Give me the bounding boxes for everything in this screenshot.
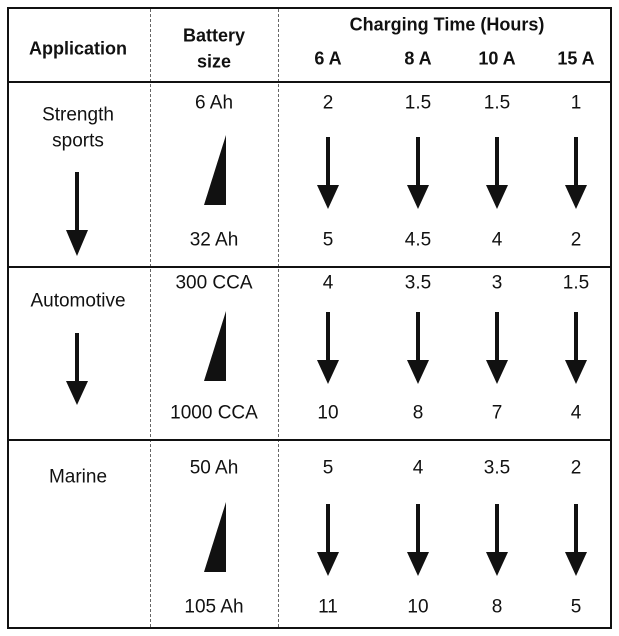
header-current-10a: 10 A [478, 48, 516, 69]
header-battery-size-line2: size [196, 51, 232, 72]
increasing-wedge-icon [202, 135, 228, 205]
time-max-8a: 10 [407, 596, 429, 618]
header-battery-size-line1: Battery [182, 25, 246, 46]
time-max-10a: 7 [491, 402, 503, 424]
size-min: 6 Ah [194, 92, 234, 114]
size-max: 1000 CCA [170, 402, 258, 424]
header-current-6a: 6 A [314, 48, 342, 69]
size-min: 50 Ah [189, 457, 239, 479]
time-min-6a: 4 [322, 272, 334, 294]
down-arrow-icon [562, 312, 590, 384]
down-arrow-icon [314, 137, 342, 209]
time-max-6a: 10 [317, 402, 339, 424]
time-min-8a: 4 [412, 457, 424, 479]
size-max: 32 Ah [189, 229, 239, 251]
application-strength-line1: Strength [42, 104, 114, 126]
charging-time-table [7, 7, 612, 629]
down-arrow-icon [63, 172, 91, 256]
size-max: 105 Ah [184, 596, 244, 618]
header-divider [9, 81, 610, 83]
application-strength-line2: sports [52, 130, 104, 152]
time-max-8a: 8 [412, 402, 424, 424]
time-max-15a: 2 [570, 229, 582, 251]
down-arrow-icon [63, 333, 91, 405]
time-min-10a: 3.5 [483, 457, 511, 479]
time-max-15a: 5 [570, 596, 582, 618]
time-max-10a: 4 [491, 229, 503, 251]
header-charging-time: Charging Time (Hours) [349, 14, 545, 35]
time-min-6a: 5 [322, 457, 334, 479]
down-arrow-icon [404, 312, 432, 384]
time-min-10a: 3 [491, 272, 503, 294]
application-marine: Marine [48, 466, 108, 488]
time-max-15a: 4 [570, 402, 582, 424]
column-divider [150, 9, 151, 627]
down-arrow-icon [404, 137, 432, 209]
time-min-15a: 1.5 [562, 272, 590, 294]
time-min-15a: 1 [570, 92, 582, 114]
header-current-15a: 15 A [557, 48, 595, 69]
down-arrow-icon [314, 312, 342, 384]
header-application: Application [29, 38, 127, 59]
time-max-10a: 8 [491, 596, 503, 618]
time-max-6a: 5 [322, 229, 334, 251]
time-max-6a: 11 [318, 596, 338, 618]
row-divider [9, 266, 610, 268]
down-arrow-icon [483, 312, 511, 384]
application-automotive: Automotive [30, 290, 126, 312]
down-arrow-icon [404, 504, 432, 576]
down-arrow-icon [314, 504, 342, 576]
down-arrow-icon [483, 137, 511, 209]
header-current-8a: 8 A [404, 48, 432, 69]
time-min-8a: 3.5 [404, 272, 432, 294]
time-min-8a: 1.5 [404, 92, 432, 114]
time-min-15a: 2 [570, 457, 582, 479]
column-divider [278, 9, 279, 627]
size-min: 300 CCA [175, 272, 253, 294]
down-arrow-icon [562, 137, 590, 209]
down-arrow-icon [483, 504, 511, 576]
increasing-wedge-icon [202, 502, 228, 572]
time-min-6a: 2 [322, 92, 334, 114]
increasing-wedge-icon [202, 311, 228, 381]
time-max-8a: 4.5 [404, 229, 432, 251]
time-min-10a: 1.5 [483, 92, 511, 114]
down-arrow-icon [562, 504, 590, 576]
row-divider [9, 439, 610, 441]
